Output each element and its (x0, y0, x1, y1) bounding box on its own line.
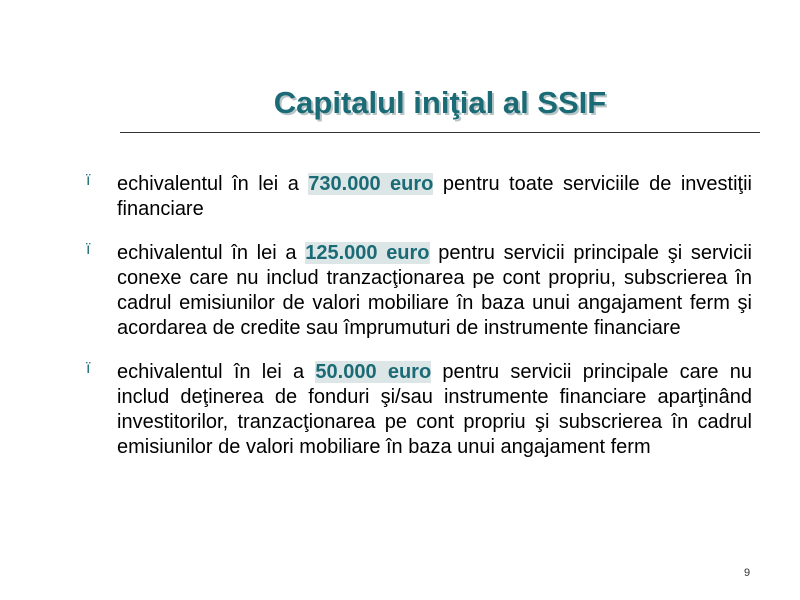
title-divider (120, 132, 760, 133)
capital-amount: 50.000 euro (315, 361, 432, 383)
bullet-item (86, 172, 752, 222)
bullet-list (86, 172, 752, 479)
bullet-text-suffix: pentru toate serviciile de investiţii financiare (117, 173, 752, 220)
bullet-text-prefix: echivalentul în lei a (117, 361, 316, 383)
bullet-item (86, 241, 752, 341)
capital-amount: 730.000 euro (308, 173, 434, 195)
bullet-text-prefix: echivalentul în lei a (117, 173, 309, 195)
bullet-text-suffix: pentru servicii principale care nu includ deţinerea de fonduri şi/sau instrumente financiare aparţinând investitorilor, tranzacţionarea pe cont propriu şi subscrierea în cadrul emisiunilor de valori mobiliare în baza unui angajament ferm (117, 361, 752, 458)
capital-amount: 125.000 euro (305, 242, 430, 264)
slide-title: Capitalul iniţial al SSIF (273, 85, 607, 120)
bullet-marker-icon: ï (86, 241, 91, 258)
bullet-item (86, 360, 752, 460)
bullet-marker-icon: ï (86, 360, 91, 377)
bullet-marker-icon: ï (86, 172, 91, 189)
bullet-text-suffix: pentru servicii principale şi servicii conexe care nu includ tranzacţionarea pe cont propriu, subscrierea în cadrul emisiunilor de valori mobiliare în baza unui angajament ferm şi acordarea de credite sau împrumuturi de instrumente financiare (117, 242, 752, 339)
bullet-text-prefix: echivalentul în lei a (117, 242, 306, 264)
page-number: 9 (744, 567, 751, 579)
